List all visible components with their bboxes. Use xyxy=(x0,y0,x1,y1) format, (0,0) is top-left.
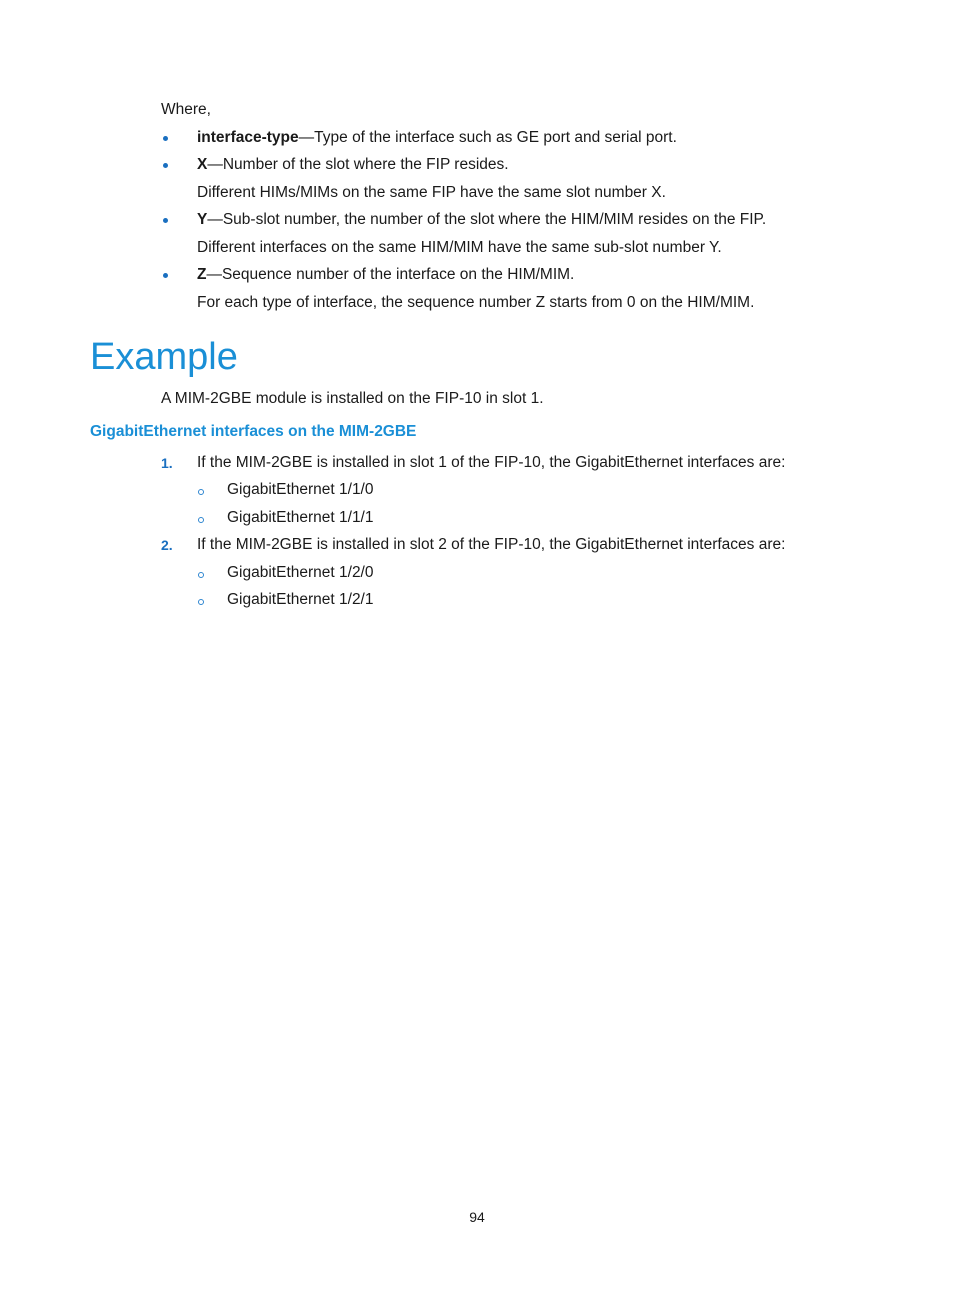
definition-desc: —Number of the slot where the FIP resides. xyxy=(207,156,509,173)
definition-item xyxy=(197,265,574,285)
definition-desc: —Sequence number of the interface on the HIM/MIM. xyxy=(206,266,575,283)
definition-term: X xyxy=(197,156,208,173)
example-text: A MIM-2GBE module is installed on the FIP-10 in slot 1. xyxy=(161,390,544,407)
definition-note: For each type of interface, the sequence number Z starts from 0 on the HIM/MIM. xyxy=(197,294,755,311)
bullet-icon xyxy=(163,163,168,168)
intro-text: Where, xyxy=(161,101,211,118)
definition-desc: —Sub-slot number, the number of the slot where the HIM/MIM resides on the FIP. xyxy=(207,211,767,228)
interface-item: GigabitEthernet 1/1/0 xyxy=(227,481,374,498)
definition-term: interface-type xyxy=(197,129,299,146)
step-text: If the MIM-2GBE is installed in slot 1 of the FIP-10, the GigabitEthernet interfaces are: xyxy=(197,454,786,471)
step-number: 2. xyxy=(161,537,173,553)
definition-item xyxy=(197,128,677,148)
page-number: 94 xyxy=(469,1209,485,1225)
bullet-icon xyxy=(163,136,168,141)
subsection-heading: GigabitEthernet interfaces on the MIM-2GBE xyxy=(90,423,417,440)
definition-item xyxy=(197,210,766,230)
interface-item: GigabitEthernet 1/2/0 xyxy=(227,564,374,581)
definition-note: Different interfaces on the same HIM/MIM have the same sub-slot number Y. xyxy=(197,239,722,256)
interface-item: GigabitEthernet 1/2/1 xyxy=(227,591,374,608)
definition-term: Y xyxy=(197,211,208,228)
circle-bullet-icon xyxy=(198,572,204,578)
circle-bullet-icon xyxy=(198,599,204,605)
circle-bullet-icon xyxy=(198,489,204,495)
definition-desc: —Type of the interface such as GE port and serial port. xyxy=(298,129,677,146)
interface-item: GigabitEthernet 1/1/1 xyxy=(227,509,374,526)
step-text: If the MIM-2GBE is installed in slot 2 of the FIP-10, the GigabitEthernet interfaces are: xyxy=(197,536,786,553)
circle-bullet-icon xyxy=(198,517,204,523)
step-number: 1. xyxy=(161,455,173,471)
bullet-icon xyxy=(163,273,168,278)
definition-item xyxy=(197,155,509,175)
definition-note: Different HIMs/MIMs on the same FIP have the same slot number X. xyxy=(197,184,666,201)
section-heading: Example xyxy=(90,336,238,378)
definition-term: Z xyxy=(197,266,207,283)
bullet-icon xyxy=(163,218,168,223)
